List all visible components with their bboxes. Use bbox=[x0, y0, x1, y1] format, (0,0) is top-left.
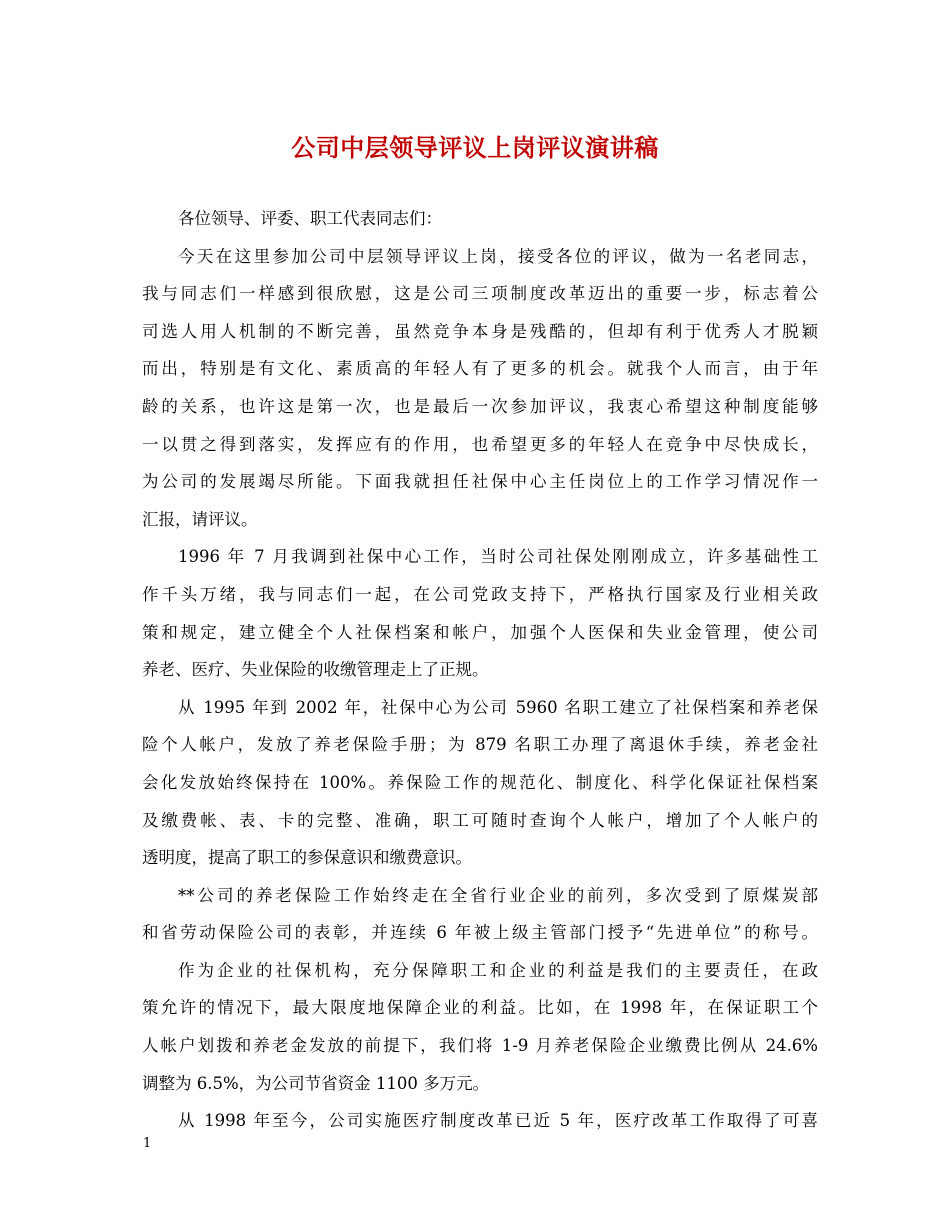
text-line: 为公司的发展竭尽所能。下面我就担任社保中心主任岗位上的工作学习情况作一 bbox=[142, 472, 818, 492]
document-title: 公司中层领导评议上岗评议演讲稿 bbox=[291, 134, 659, 162]
text-line: 而出，特别是有文化、素质高的年轻人有了更多的机会。就我个人而言，由于年 bbox=[142, 359, 818, 379]
text-line: 人帐户划拨和养老金发放的前提下，我们将 1-9 月养老保险企业缴费比例从 24.6% bbox=[142, 1036, 818, 1056]
text-line: 和省劳动保险公司的表彰，并连续 6 年被上级主管部门授予“先进单位”的称号。 bbox=[142, 923, 818, 943]
text-line: 及缴费帐、表、卡的完整、准确，职工可随时查询个人帐户，增加了个人帐户的 bbox=[142, 810, 818, 830]
text-line: 各位领导、评委、职工代表同志们： bbox=[178, 209, 442, 228]
text-line: 1996 年 7 月我调到社保中心工作，当时公司社保处刚刚成立，许多基础性工 bbox=[178, 547, 818, 567]
text-line: 今天在这里参加公司中层领导评议上岗，接受各位的评议，做为一名老同志， bbox=[178, 246, 818, 266]
text-line: 作为企业的社保机构，充分保障职工和企业的利益是我们的主要责任，在政 bbox=[178, 960, 818, 980]
text-line: 司选人用人机制的不断完善，虽然竞争本身是残酷的，但却有利于优秀人才脱颖 bbox=[142, 321, 818, 341]
text-line: 策允许的情况下，最大限度地保障企业的利益。比如，在 1998 年，在保证职工个 bbox=[142, 998, 818, 1018]
page-number: 1 bbox=[143, 1136, 152, 1151]
text-line: 调整为 6.5%，为公司节省资金 1100 多万元。 bbox=[142, 1073, 490, 1093]
text-line: 从 1998 年至今，公司实施医疗制度改革已近 5 年，医疗改革工作取得了可喜 bbox=[178, 1111, 818, 1131]
text-line: **公司的养老保险工作始终走在全省行业企业的前列，多次受到了原煤炭部 bbox=[178, 885, 818, 905]
text-line: 会化发放始终保持在 100%。养保险工作的规范化、制度化、科学化保证社保档案 bbox=[142, 772, 818, 792]
text-line: 险个人帐户，发放了养老保险手册；为 879 名职工办理了离退休手续，养老金社 bbox=[142, 735, 818, 755]
text-line: 策和规定，建立健全个人社保档案和帐户，加强个人医保和失业金管理，使公司 bbox=[142, 622, 818, 642]
text-line: 从 1995 年到 2002 年，社保中心为公司 5960 名职工建立了社保档案和养老保 bbox=[178, 697, 818, 717]
text-line: 我与同志们一样感到很欣慰，这是公司三项制度改革迈出的重要一步，标志着公 bbox=[142, 284, 818, 304]
text-line: 汇报，请评议。 bbox=[142, 509, 258, 529]
document-body bbox=[142, 200, 818, 1140]
text-line: 作千头万绪，我与同志们一起，在公司党政支持下，严格执行国家及行业相关政 bbox=[142, 584, 818, 604]
text-line: 龄的关系，也许这是第一次，也是最后一次参加评议，我衷心希望这种制度能够 bbox=[142, 396, 818, 416]
text-line: 透明度，提高了职工的参保意识和缴费意识。 bbox=[142, 848, 472, 868]
text-line: 一以贯之得到落实，发挥应有的作用，也希望更多的年轻人在竞争中尽快成长， bbox=[142, 434, 818, 454]
text-line: 养老、医疗、失业保险的收缴管理走上了正规。 bbox=[142, 660, 489, 680]
